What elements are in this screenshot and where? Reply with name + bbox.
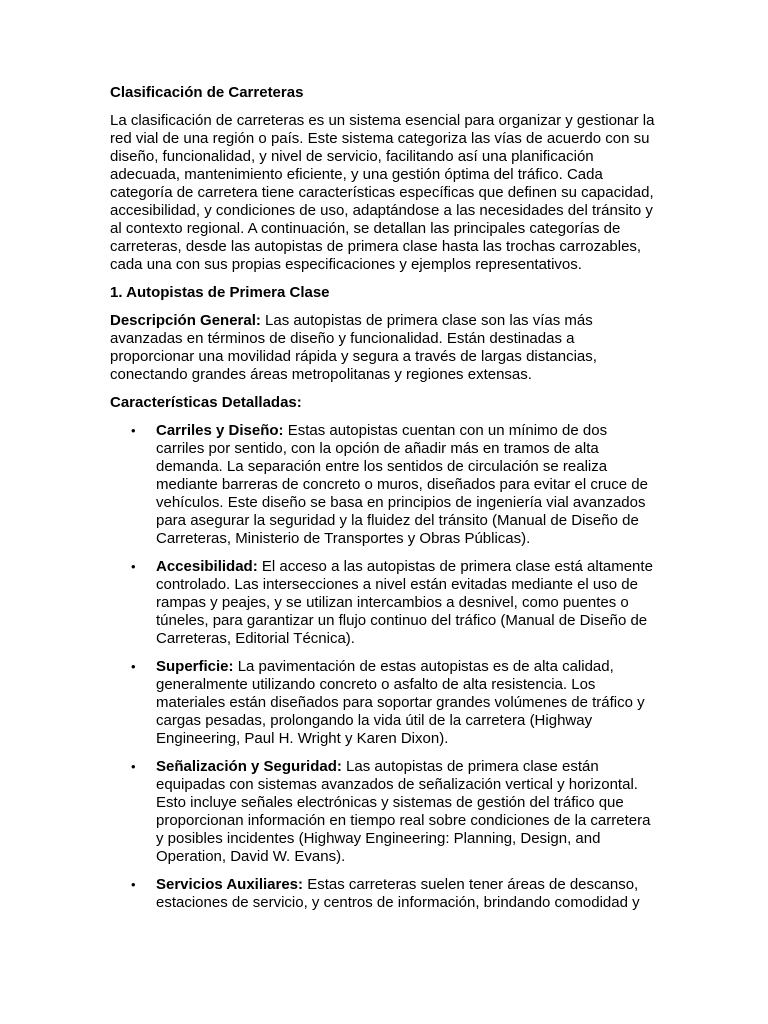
feature-item-access xyxy=(110,558,658,648)
bullet-icon: • xyxy=(131,759,136,774)
bullet-icon: • xyxy=(131,659,136,674)
feature-text: Estas autopistas cuentan con un mínimo de dos carriles por sentido, con la opción de añadir más en tramos de alta demanda. La separación entre los sentidos de circulación se realiza mediante barreras de concreto o muros, diseñados para evitar el cruce de vehículos. Este diseño se basa en principios de ingeniería vial avanzados para asegurar la seguridad y la fluidez del tránsito (Manual de Diseño de Carreteras, Ministerio de Transportes y Obras Públicas). xyxy=(156,422,648,547)
feature-text: La pavimentación de estas autopistas es de alta calidad, generalmente utilizando concreto o asfalto de alta resistencia. Los materiales están diseñados para soportar grandes volúmenes de tráfico y cargas pesadas, prolongando la vida útil de la carretera (Highway Engineering, Paul H. Wright y Karen Dixon). xyxy=(156,658,645,747)
feature-item-surface xyxy=(110,658,658,748)
feature-label: Accesibilidad: xyxy=(156,558,258,575)
feature-label: Servicios Auxiliares: xyxy=(156,876,304,893)
feature-text: Estas carreteras suelen tener áreas de descanso, estaciones de servicio, y centros de información, brindando comodidad y xyxy=(156,876,640,911)
feature-list xyxy=(110,422,658,912)
feature-item-lanes xyxy=(110,422,658,548)
general-description-label: Descripción General: xyxy=(110,312,261,329)
feature-label: Carriles y Diseño: xyxy=(156,422,284,439)
feature-text: El acceso a las autopistas de primera clase está altamente controlado. Las intersecciones a nivel están evitadas mediante el uso de rampas y peajes, y se utilizan intercambios a desnivel, como puentes o túneles, para garantizar un flujo continuo del tráfico (Manual de Diseño de Carreteras, Editorial Técnica). xyxy=(156,558,653,647)
details-heading: Características Detalladas: xyxy=(110,394,302,411)
bullet-icon: • xyxy=(131,877,136,892)
section-heading: 1. Autopistas de Primera Clase xyxy=(110,284,330,301)
document-content xyxy=(110,84,658,922)
general-description xyxy=(110,312,658,384)
document-title: Clasificación de Carreteras xyxy=(110,84,304,101)
bullet-icon: • xyxy=(131,423,136,438)
general-description-text: Las autopistas de primera clase son las vías más avanzadas en términos de diseño y funcionalidad. Están destinadas a proporcionar una movilidad rápida y segura a través de largas distancias, conectando grandes áreas metropolitanas y regiones extensas. xyxy=(110,312,597,383)
intro-paragraph: La clasificación de carreteras es un sistema esencial para organizar y gestionar la red vial de una región o país. Este sistema categoriza las vías de acuerdo con su diseño, funcionalidad, y nivel de servicio, facilitando así una planificación adecuada, mantenimiento eficiente, y una gestión óptima del tráfico. Cada categoría de carretera tiene características específicas que definen su capacidad, accesibilidad, y condiciones de uso, adaptándose a las necesidades del tránsito y al contexto regional. A continuación, se detallan las principales categorías de carreteras, desde las autopistas de primera clase hasta las trochas carrozables, cada una con sus propias especificaciones y ejemplos representativos. xyxy=(110,112,655,273)
feature-item-services xyxy=(110,876,658,912)
feature-label: Señalización y Seguridad: xyxy=(156,758,342,775)
bullet-icon: • xyxy=(131,559,136,574)
feature-label: Superficie: xyxy=(156,658,234,675)
feature-item-signage xyxy=(110,758,658,866)
feature-text: Las autopistas de primera clase están equipadas con sistemas avanzados de señalización vertical y horizontal. Esto incluye señales electrónicas y sistemas de gestión del tráfico que proporcionan información en tiempo real sobre condiciones de la carretera y posibles incidentes (Highway Engineering: Planning, Design, and Operation, David W. Evans). xyxy=(156,758,651,865)
